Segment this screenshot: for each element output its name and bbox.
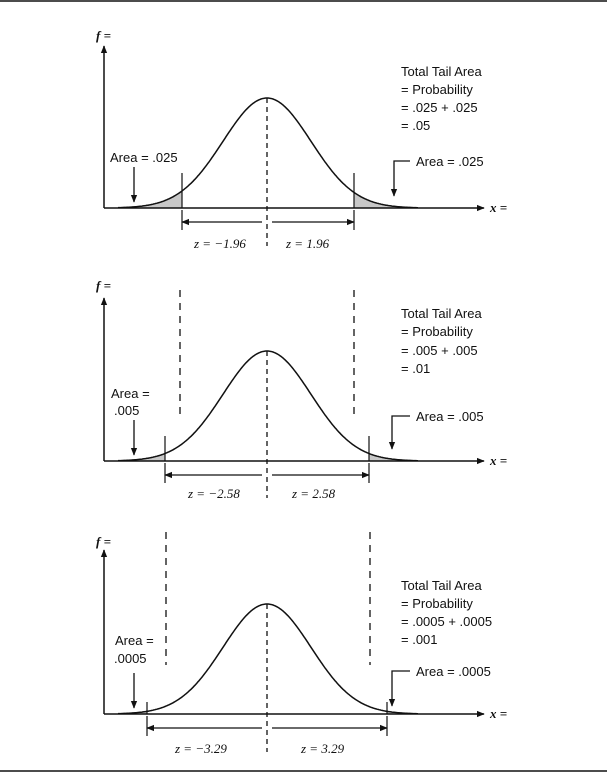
z-right-label: z = 2.58 [292,486,336,501]
y-axis-label: f = [96,28,111,43]
right-area-pointer [392,671,410,706]
right-area-pointer [394,161,410,196]
total-line-3: = .005 + .005 [401,343,478,358]
left-area-label-line-1: Area = [115,633,154,648]
panel-3 [96,532,507,756]
x-axis-label: x = [490,453,508,468]
normal-curve [118,604,418,714]
x-axis-label: x = [490,200,508,215]
z-right-label: z = 3.29 [301,741,345,756]
z-right-label: z = 1.96 [286,236,330,251]
right-area-label: Area = .0005 [416,664,491,679]
total-line-2: = Probability [401,324,473,339]
z-left-label: z = −3.29 [175,741,227,756]
total-line-2: = Probability [401,596,473,611]
right-area-label: Area = .025 [416,154,484,169]
z-left-label: z = −2.58 [188,486,240,501]
x-axis-label: x = [490,706,508,721]
total-line-3: = .025 + .025 [401,100,478,115]
left-area-label-line-2: .0005 [114,651,147,666]
total-line-4: = .05 [401,118,431,133]
total-line-1: Total Tail Area [401,64,482,79]
left-area-label-line-1: Area = [111,386,150,401]
left-area-label: Area = .025 [110,150,178,165]
total-line-1: Total Tail Area [401,578,482,593]
total-line-2: = Probability [401,82,473,97]
total-line-4: = .01 [401,361,431,376]
right-area-label: Area = .005 [416,409,484,424]
total-line-3: = .0005 + .0005 [401,614,493,629]
y-axis-label: f = [96,278,111,293]
panel-2 [96,278,507,501]
panel-1 [96,28,507,251]
total-line-4: = .001 [401,632,438,647]
normal-curve [118,351,418,461]
left-area-label-line-2: .005 [114,403,140,418]
z-left-label: z = −1.96 [194,236,246,251]
right-area-pointer [392,416,410,449]
total-line-1: Total Tail Area [401,306,482,321]
y-axis-label: f = [96,534,111,549]
